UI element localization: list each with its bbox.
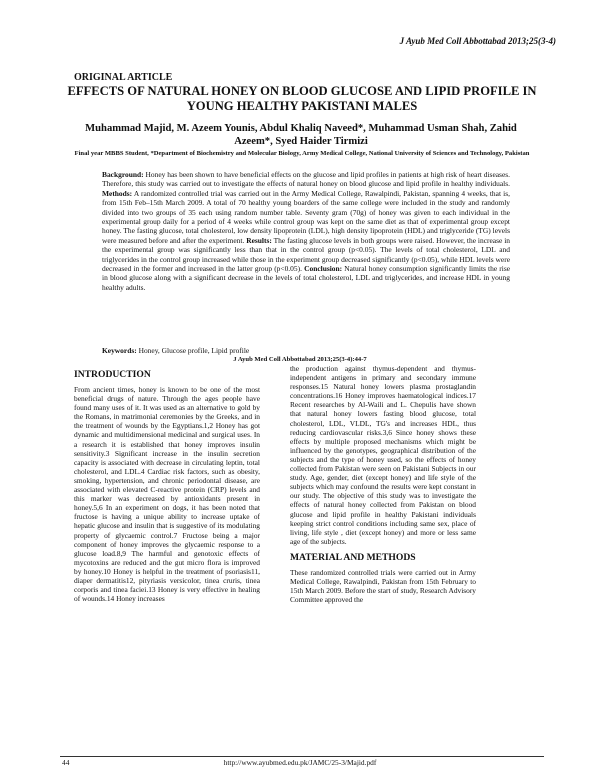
methods-text: These randomized controlled trials were carried out in Army Medical College, Rawalpindi, Pakistan from 15th February to 15th March 2009. Before the start of study, Research Advisory Committee approved the: [290, 567, 476, 605]
introduction-text-left: From ancient times, honey is known to be one of the most beneficial drugs of nature. Through the ages people have found many uses of it. It was used as an alternative to gold by the Romans, in matrimonial ceremonies by the Greeks, and in the treatment of wounds by the Egyptians.1,2 Honey has got dynamic and multidimensional medicinal and surgical uses. In a research it is established that honey improves insulin sensitivity.3 Significant increase in the insulin secretion capacity is associated with decrease in circulating leptin, total cholesterol, and LDL.4 Cardiac risk factors, such as obesity, smoking, hypertension, and chronic periodontal disease, are associated with elevated C-reactive protein (CRP) levels and this marker was decreased by antioxidants present in honey.5,6 In an experiment on dogs, it has been noted that fructose is having a unique ability to increase uptake of hepatic glucose and insulin that is suggestive of its modulating property of glycaemic control.7 Fructose being a major component of honey improves the glycaemic response to a glucose load.8,9 The harmful and genotoxic effects of mycotoxins are reduced and the gut micro flora is improved by honey.10 Honey is helpful in the treatment of psoriasis11, diaper dermatitis12, pityriasis versicolor, tinea cruris, tinea corporis and tinea faciei.13 Honey is very effective in healing of wounds.14 Honey increases: [74, 385, 260, 604]
methods-heading: MATERIAL AND METHODS: [290, 551, 416, 563]
abstract-methods: A randomized controlled trial was carried out in the Army Medical College, Rawalpindi, Pakistan, spanning 4 weeks, that is, from 15th Feb–15th March 2009. A total of 70 healthy young boarders of the same college were included in the study and randomly divided into two groups of 35 each using random number table. Seventy gram (70g) of honey was given to each individual in the experimental group daily for a period of 4 weeks while control group was kept on the same diet as that of experimental group except honey. The fasting glucose, total cholesterol, low density lipoprotein (LDL), high density lipoprotein (HDL) and triglyceride (TG) levels were measured before and after the experiment.: [102, 188, 510, 245]
abstract-conclusion: Natural honey consumption significantly limits the rise in blood glucose along with a significant decrease in the levels of total cholesterol, LDL and triglycerides, and increase HDL in young healthy adults.: [102, 264, 511, 292]
article-title: EFFECTS OF NATURAL HONEY ON BLOOD GLUCOSE AND LIPID PROFILE IN YOUNG HEALTHY PAKISTANI MALES: [67, 84, 537, 113]
citation-line: J Ayub Med Coll Abbottabad 2013;25(3-4):44-7: [233, 356, 367, 363]
introduction-text-right: the production against thymus-dependent and thymus-independent antigens in primary and secondary immune responses.15 Natural honey lowers plasma prostaglandin concentrations.16 Honey improves haematological indices.17 Recent researches by Al-Waili and L. Chepulis have shown that natural honey lowers fasting blood glucose, total cholesterol, LDL, VLDL, TG's and increases HDL, thus reducing cardiovascular risks.3,6 Since honey shows these effects by multiple proposed mechanisms which might be influenced by the genotypes, geographical distribution of the subjects and the type of honey used, so the effects of honey collected from Pakistan were seen on Pakistani Subjects in our study. Age, gender, diet (except honey) and life style of the subjects which may confound the results were kept constant in our study. The objective of this study was to investigate the effects of natural honey collected from Pakistan on blood glucose and lipid profile in healthy Pakistani individuals keeping strict control conditions including same sex, place of living, life style , diet (except honey) and more or less same age of the subjects.: [290, 364, 476, 546]
page-number: 44: [62, 758, 70, 767]
footer-divider: [60, 756, 544, 757]
right-column: [290, 364, 476, 604]
abstract: [102, 170, 510, 292]
author-list: Muhammad Majid, M. Azeem Younis, Abdul Khaliq Naveed*, Muhammad Usman Shah, Zahid Azeem*, Syed Haider Tirmizi: [85, 123, 517, 147]
abstract-results: The fasting glucose levels in both groups were raised. However, the increase in the experimental group was significantly less than that in the control group (p<0.05). The levels of total cholesterol, LDL and triglycerides in the control group increased while those in the experiment group decreased significantly (p<0.05), while HDL levels were decreased in the former and increased in the latter group (p<0.05).: [102, 235, 510, 274]
introduction-heading: INTRODUCTION: [74, 369, 151, 380]
footer-url[interactable]: http://www.ayubmed.edu.pk/JAMC/25-3/Majid.pdf: [223, 758, 377, 767]
abstract-conclusion-label: Conclusion:: [304, 264, 343, 274]
keywords-label: Keywords:: [102, 346, 137, 355]
affiliation: Final year MBBS Student, *Department of Biochemistry and Molecular Biology, Army Medical College, National University of Sciences and Technology, Pakistan: [74, 150, 530, 157]
journal-header: J Ayub Med Coll Abbottabad 2013;25(3-4): [399, 36, 556, 46]
abstract-background-label: Background:: [102, 170, 144, 179]
left-column: [74, 364, 260, 603]
abstract-methods-label: Methods:: [102, 188, 133, 198]
abstract-background: Honey has been shown to have beneficial effects on the glucose and lipid profiles in patients at high risk of heart diseases. Therefore, this study was carried out to investigate the effects of natural honey on blood glucose and lipid profile in healthy individuals.: [102, 170, 511, 189]
keywords-text: Honey, Glucose profile, Lipid profile: [138, 346, 250, 355]
keywords: [102, 346, 510, 355]
article-type: ORIGINAL ARTICLE: [74, 72, 173, 83]
abstract-results-label: Results:: [246, 235, 272, 245]
